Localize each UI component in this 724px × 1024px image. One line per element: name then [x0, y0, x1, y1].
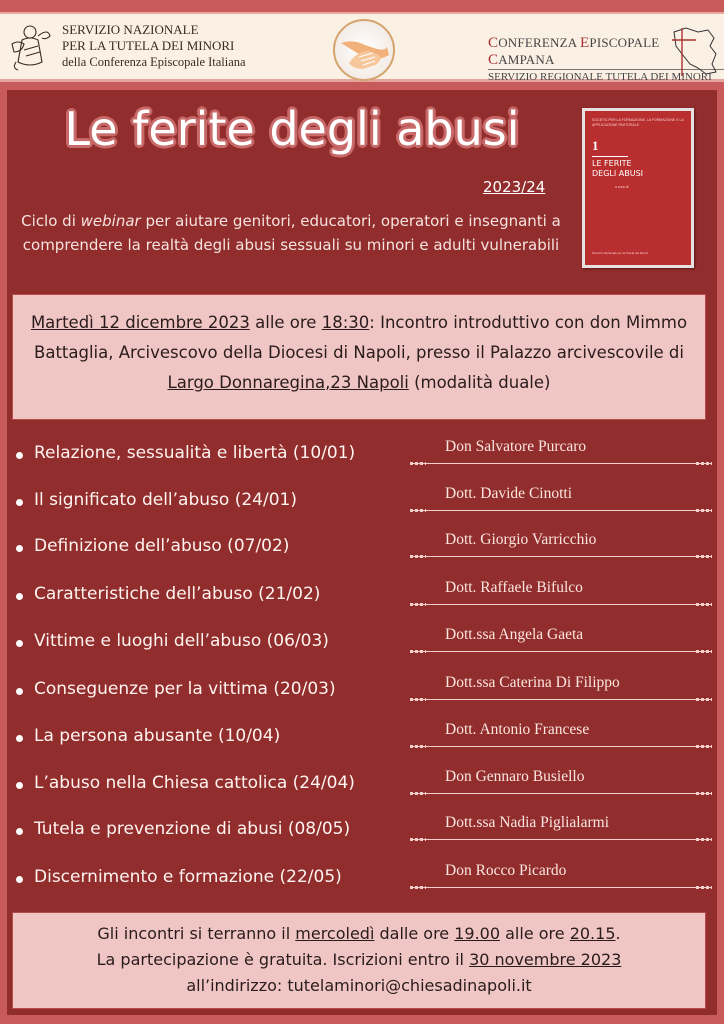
- bullet-icon: [16, 876, 23, 883]
- main-panel: [7, 90, 717, 1015]
- footer-text-a1: Gli incontri si terranno il: [97, 924, 296, 943]
- session-speaker: Don Salvatore Purcaro: [445, 438, 587, 455]
- bullet-icon: [16, 545, 23, 552]
- book-cover-image: [582, 108, 694, 268]
- session-speaker: Dott.ssa Caterina Di Filippo: [445, 674, 620, 691]
- divider-line: [410, 463, 712, 464]
- divider-line: [410, 651, 712, 652]
- bullet-icon: [16, 499, 23, 506]
- divider-line: [410, 510, 712, 511]
- book-title-line-1: LE FERITE: [592, 159, 632, 168]
- book-title: [592, 159, 643, 179]
- bullet-icon: [16, 452, 23, 459]
- footer-text: [13, 913, 705, 999]
- footer-text-a4: .: [615, 924, 621, 943]
- divider-line: [410, 746, 712, 747]
- session-topic: Tutela e prevenzione di abusi (08/05): [34, 819, 351, 839]
- cec-word-3: AMPANA: [498, 52, 555, 67]
- session-row: [7, 768, 717, 808]
- footer-day: mercoledì: [295, 924, 375, 943]
- session-speaker: Don Gennaro Busiello: [445, 768, 585, 785]
- footer-text-a2: dalle ore: [374, 924, 455, 943]
- book-header: SOCIETÀ PER LA FORMAZIONE, LA FORMAZIONE E LA APPLICAZIONE PASTORALE: [592, 118, 684, 127]
- session-topic: Vittime e luoghi dell’abuso (06/03): [34, 631, 329, 651]
- cei-line-3: della Conferenza Episcopale Italiana: [62, 55, 246, 69]
- session-row: [7, 579, 717, 619]
- bullet-icon: [16, 828, 23, 835]
- divider-line: [410, 699, 712, 700]
- session-speaker: Don Rocco Picardo: [445, 862, 567, 879]
- book-title-line-2: DEGLI ABUSI: [592, 169, 644, 178]
- session-topic: Caratteristiche dell’abuso (21/02): [34, 584, 321, 604]
- cec-cap-c: C: [488, 35, 499, 51]
- session-speaker: Dott. Antonio Francese: [445, 721, 590, 738]
- book-number: 1: [592, 138, 599, 153]
- footer-info-box: [12, 912, 706, 1009]
- bullet-icon: [16, 593, 23, 600]
- session-topic: Il significato dell’abuso (24/01): [34, 490, 297, 510]
- event-year: 2023/24: [483, 178, 546, 196]
- session-topic: Definizione dell’abuso (07/02): [34, 536, 290, 556]
- book-rule: [592, 156, 628, 157]
- intro-date: Martedì 12 dicembre 2023: [30, 313, 250, 332]
- intro-place: Largo Donnaregina,23 Napoli: [167, 373, 409, 392]
- cec-word-2: PISCOPALE: [589, 35, 660, 50]
- divider-line: [410, 793, 712, 794]
- divider-line: [410, 839, 712, 840]
- footer-deadline: 30 novembre 2023: [469, 950, 622, 969]
- session-speaker: Dott.ssa Nadia Piglialarmi: [445, 814, 610, 831]
- session-topic: Conseguenze per la vittima (20/03): [34, 679, 336, 699]
- intro-text: [13, 295, 705, 398]
- event-title: Le ferite degli abusi: [64, 102, 520, 156]
- session-topic: Relazione, sessualità e libertà (10/01): [34, 443, 356, 463]
- handshake-icon: [333, 19, 395, 81]
- cec-cap-c2: C: [488, 52, 499, 68]
- subtitle-webinar: webinar: [80, 212, 141, 230]
- session-speaker: Dott.ssa Angela Gaeta: [445, 626, 584, 643]
- session-speaker: Dott. Raffaele Bifulco: [445, 579, 583, 596]
- footer-start-time: 19.00: [454, 924, 501, 943]
- cec-word-1: ONFERENZA: [498, 35, 581, 50]
- footer-text-a3: alle ore: [500, 924, 570, 943]
- footer-email: all’indirizzo: tutelaminori@chiesadinapoli.it: [186, 976, 532, 995]
- cei-service-name: [62, 22, 246, 70]
- session-row: [7, 814, 717, 854]
- subtitle-part-a: Ciclo di: [21, 212, 81, 230]
- cei-line-2: PER LA TUTELA DEI MINORI: [62, 38, 235, 53]
- session-speaker: Dott. Davide Cinotti: [445, 485, 573, 502]
- intro-text-3: (modalità duale): [408, 373, 551, 392]
- session-row: [7, 531, 717, 571]
- bullet-icon: [16, 782, 23, 789]
- bullet-icon: [16, 640, 23, 647]
- cei-line-1: SERVIZIO NAZIONALE: [62, 22, 199, 37]
- header-band: [0, 12, 724, 82]
- session-row: [7, 438, 717, 478]
- cec-subtitle: SERVIZIO REGIONALE TUTELA DEI MINORI: [488, 69, 724, 83]
- divider-line: [410, 604, 712, 605]
- event-subtitle: [15, 209, 567, 257]
- session-row: [7, 626, 717, 666]
- session-topic: L’abuso nella Chiesa cattolica (24/04): [34, 773, 355, 793]
- subtitle-part-b: per aiutare genitori, educatori, operatori e insegnanti a comprendere la realtà degli abusi sessuali su minori e adulti vulnerabili: [22, 212, 561, 254]
- intro-event-box: [12, 294, 706, 420]
- bullet-icon: [16, 688, 23, 695]
- footer-end-time: 20.15: [569, 924, 616, 943]
- intro-text-1: alle ore: [249, 313, 322, 332]
- cec-cap-e: E: [580, 35, 590, 51]
- intro-time: 18:30: [321, 313, 370, 332]
- campania-map-cross-icon: [668, 24, 720, 78]
- session-row: [7, 674, 717, 714]
- session-row: [7, 862, 717, 902]
- book-publisher: Servizio Nazionale per la Tutela dei Minori: [592, 251, 649, 255]
- session-speaker: Dott. Giorgio Varricchio: [445, 531, 597, 548]
- divider-line: [410, 887, 712, 888]
- intro-text-2: : Incontro introduttivo con don Mimmo Battaglia, Arcivescovo della Diocesi di Napoli, presso il Palazzo arcivescovile di: [34, 313, 688, 362]
- session-topic: Discernimento e formazione (22/05): [34, 867, 342, 887]
- divider-line: [410, 556, 712, 557]
- bullet-icon: [16, 735, 23, 742]
- book-authors: a cura di: [615, 185, 629, 189]
- session-topic: La persona abusante (10/04): [34, 726, 281, 746]
- shepherd-lamb-icon: [8, 22, 52, 72]
- footer-text-b1: La partecipazione è gratuita. Iscrizioni entro il: [96, 950, 470, 969]
- session-row: [7, 485, 717, 525]
- session-row: [7, 721, 717, 761]
